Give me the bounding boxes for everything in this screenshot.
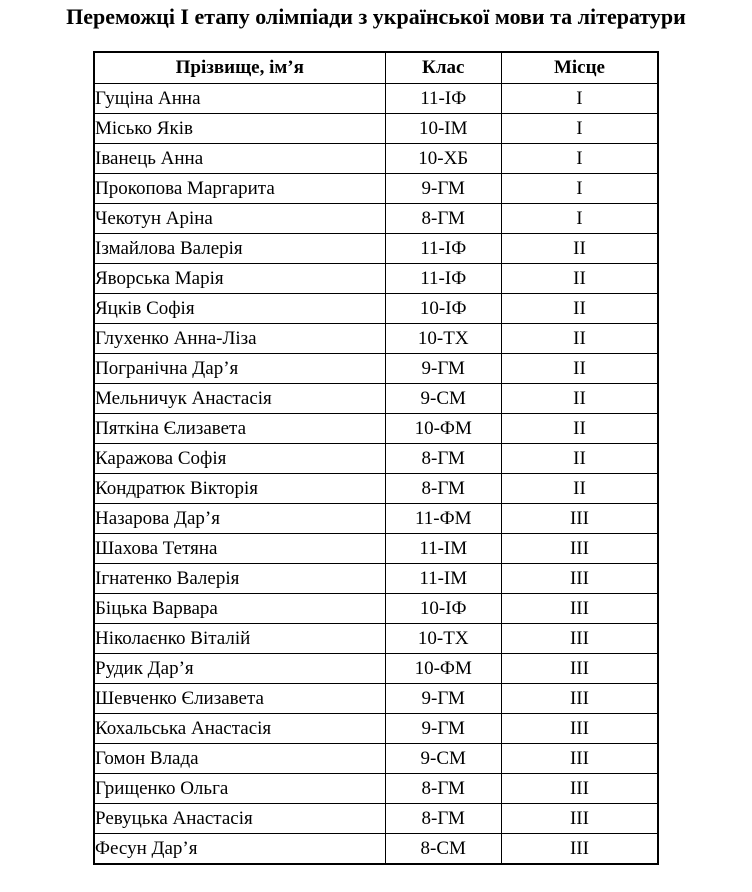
cell-name: Ніколаєнко Віталій	[94, 624, 385, 654]
cell-class: 11-ФМ	[385, 504, 501, 534]
cell-place: ІІ	[501, 384, 658, 414]
table-row	[94, 264, 658, 294]
cell-name: Ізмайлова Валерія	[94, 234, 385, 264]
cell-class: 10-ФМ	[385, 414, 501, 444]
cell-place: ІІ	[501, 474, 658, 504]
cell-place: ІІІ	[501, 534, 658, 564]
cell-class: 11-ІФ	[385, 84, 501, 114]
cell-class: 10-ІФ	[385, 294, 501, 324]
cell-class: 10-ІМ	[385, 114, 501, 144]
header-name: Прізвище, ім’я	[94, 52, 385, 84]
table-row	[94, 684, 658, 714]
table-row	[94, 444, 658, 474]
table-row	[94, 174, 658, 204]
cell-place: ІІІ	[501, 684, 658, 714]
cell-place: ІІ	[501, 354, 658, 384]
cell-place: ІІ	[501, 264, 658, 294]
table-row	[94, 294, 658, 324]
cell-place: І	[501, 114, 658, 144]
cell-class: 10-ФМ	[385, 654, 501, 684]
cell-class: 9-СМ	[385, 384, 501, 414]
cell-class: 8-ГМ	[385, 804, 501, 834]
cell-name: Шевченко Єлизавета	[94, 684, 385, 714]
cell-place: ІІІ	[501, 774, 658, 804]
table-row	[94, 654, 658, 684]
cell-name: Яцків Софія	[94, 294, 385, 324]
cell-place: ІІІ	[501, 804, 658, 834]
cell-name: Мельничук Анастасія	[94, 384, 385, 414]
cell-place: ІІІ	[501, 714, 658, 744]
table-row	[94, 474, 658, 504]
cell-class: 8-СМ	[385, 834, 501, 865]
table-row	[94, 414, 658, 444]
cell-class: 10-ТХ	[385, 324, 501, 354]
table-row	[94, 564, 658, 594]
cell-name: Гомон Влада	[94, 744, 385, 774]
cell-class: 9-ГМ	[385, 354, 501, 384]
table-row	[94, 84, 658, 114]
table-row	[94, 384, 658, 414]
cell-name: Назарова Дар’я	[94, 504, 385, 534]
table-header-row	[94, 52, 658, 84]
cell-place: ІІ	[501, 414, 658, 444]
cell-name: Гущіна Анна	[94, 84, 385, 114]
cell-place: ІІІ	[501, 504, 658, 534]
cell-class: 11-ІМ	[385, 564, 501, 594]
page-title: Переможці І етапу олімпіади з української мови та літератури	[66, 4, 686, 29]
cell-place: ІІІ	[501, 594, 658, 624]
cell-name: Шахова Тетяна	[94, 534, 385, 564]
cell-name: Каражова Софія	[94, 444, 385, 474]
table-row	[94, 834, 658, 865]
cell-place: І	[501, 204, 658, 234]
cell-class: 8-ГМ	[385, 774, 501, 804]
cell-class: 11-ІФ	[385, 234, 501, 264]
cell-class: 10-ХБ	[385, 144, 501, 174]
cell-name: Яворська Марія	[94, 264, 385, 294]
header-place: Місце	[501, 52, 658, 84]
cell-class: 9-ГМ	[385, 684, 501, 714]
table-row	[94, 744, 658, 774]
table-row	[94, 804, 658, 834]
table-row	[94, 354, 658, 384]
table-row	[94, 594, 658, 624]
cell-place: ІІІ	[501, 654, 658, 684]
cell-place: І	[501, 84, 658, 114]
cell-name: Ігнатенко Валерія	[94, 564, 385, 594]
table-body	[94, 84, 658, 865]
cell-class: 8-ГМ	[385, 444, 501, 474]
cell-class: 8-ГМ	[385, 474, 501, 504]
cell-name: Біцька Варвара	[94, 594, 385, 624]
cell-class: 10-ТХ	[385, 624, 501, 654]
results-table	[93, 51, 659, 865]
cell-place: ІІ	[501, 234, 658, 264]
header-class: Клас	[385, 52, 501, 84]
cell-name: Прокопова Маргарита	[94, 174, 385, 204]
cell-name: Іванець Анна	[94, 144, 385, 174]
cell-name: Фесун Дар’я	[94, 834, 385, 865]
table-row	[94, 714, 658, 744]
cell-place: ІІ	[501, 444, 658, 474]
cell-place: ІІІ	[501, 624, 658, 654]
table-row	[94, 144, 658, 174]
cell-class: 9-ГМ	[385, 174, 501, 204]
table-row	[94, 504, 658, 534]
cell-place: ІІ	[501, 324, 658, 354]
cell-place: ІІІ	[501, 564, 658, 594]
cell-class: 9-ГМ	[385, 714, 501, 744]
table-row	[94, 624, 658, 654]
table-row	[94, 324, 658, 354]
cell-name: Грищенко Ольга	[94, 774, 385, 804]
table-row	[94, 204, 658, 234]
cell-class: 11-ІМ	[385, 534, 501, 564]
cell-name: Погранічна Дар’я	[94, 354, 385, 384]
cell-place: І	[501, 174, 658, 204]
cell-class: 9-СМ	[385, 744, 501, 774]
cell-place: ІІІ	[501, 744, 658, 774]
cell-name: Кохальська Анастасія	[94, 714, 385, 744]
table-row	[94, 234, 658, 264]
table-row	[94, 774, 658, 804]
cell-name: Чекотун Аріна	[94, 204, 385, 234]
cell-name: Місько Яків	[94, 114, 385, 144]
cell-name: Глухенко Анна-Ліза	[94, 324, 385, 354]
cell-class: 11-ІФ	[385, 264, 501, 294]
table-row	[94, 534, 658, 564]
cell-class: 10-ІФ	[385, 594, 501, 624]
cell-name: Ревуцька Анастасія	[94, 804, 385, 834]
cell-place: ІІІ	[501, 834, 658, 865]
cell-class: 8-ГМ	[385, 204, 501, 234]
cell-place: І	[501, 144, 658, 174]
table-row	[94, 114, 658, 144]
cell-name: Кондратюк Вікторія	[94, 474, 385, 504]
cell-name: Рудик Дар’я	[94, 654, 385, 684]
cell-name: Пяткіна Єлизавета	[94, 414, 385, 444]
cell-place: ІІ	[501, 294, 658, 324]
